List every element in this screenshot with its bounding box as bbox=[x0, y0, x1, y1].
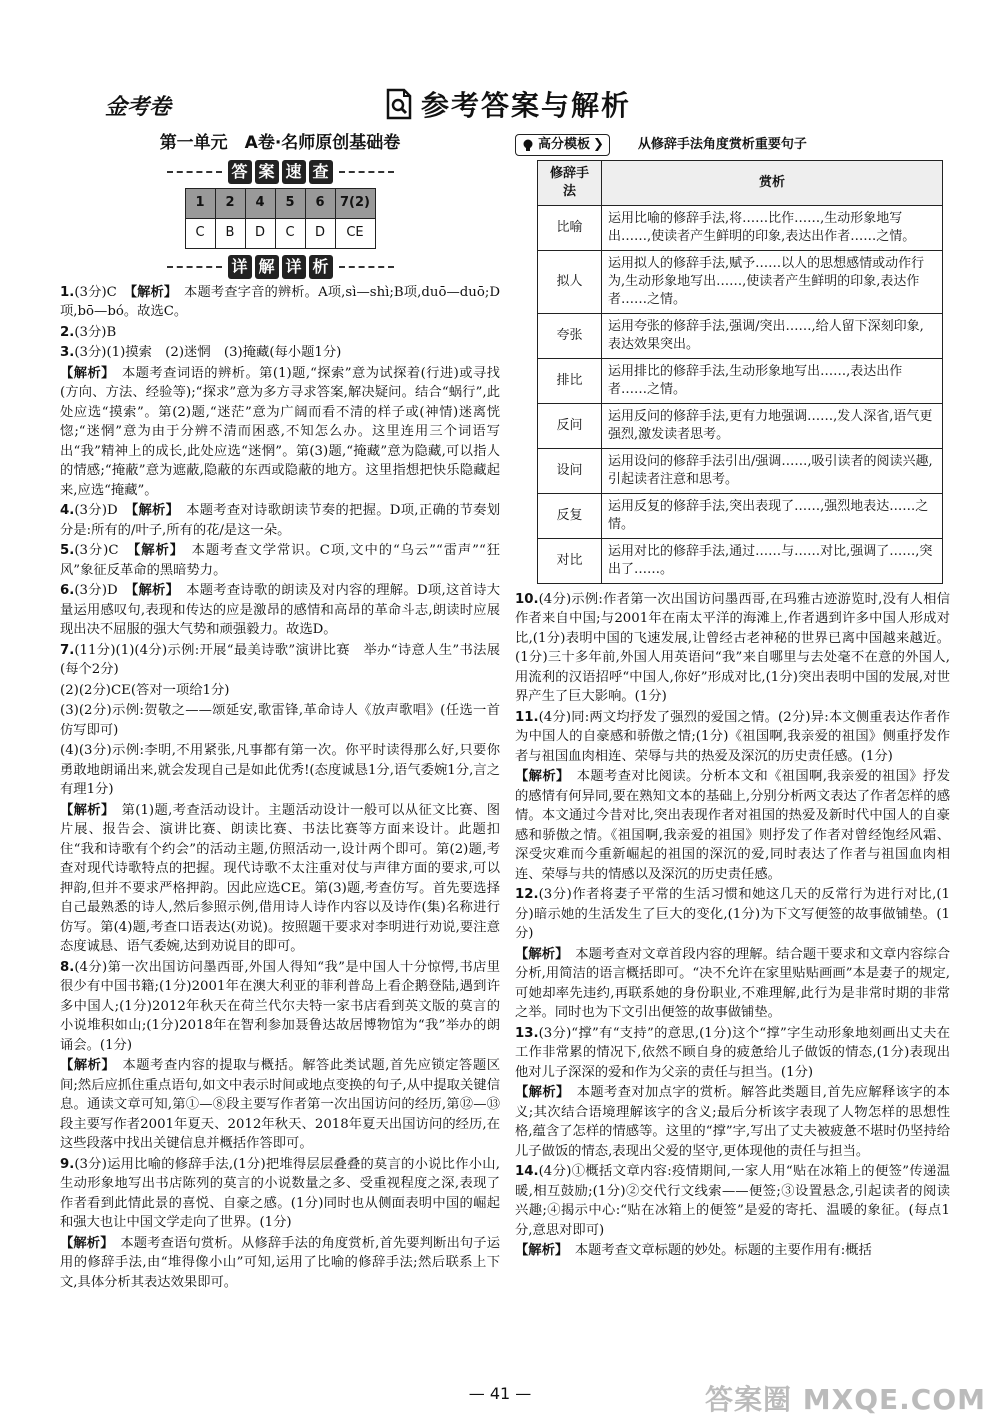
answer-item bbox=[60, 641, 500, 680]
answer-text: (11分)(1)(4分)示例:开展“最美诗歌”演讲比赛 举办“诗意人生”书法展(每个2分) bbox=[60, 642, 500, 677]
question-number: 14. bbox=[515, 1164, 539, 1179]
answer-text: (4分)第一次出国访问墨西哥,外国人得知“我”是中国人十分惊愕,书店里很少有中国书籍;(1分)2001年在澳大利亚的菲利普岛上看企鹅登陆,遇到许多中国人;(1分)2012年秋天在荷兰代尔夫特一家书店看到英文版的莫言的小说堆积如山;(1分)2018年在智利参加聂鲁达故居博物馆为“我”举办的朗诵会。(1分) bbox=[60, 959, 500, 1053]
rhetoric-analysis-cell: 运用对比的修辞手法,通过……与……对比,强调了……,突出了……。 bbox=[602, 538, 943, 583]
left-column bbox=[60, 132, 500, 1293]
page-title-group bbox=[385, 84, 631, 124]
answer-text: (3分)“撑”有“支持”的意思,(1分)这个“撑”字生动形象地刻画出丈夫在工作非常累的情况下,依然不顾自身的疲惫给儿子做饭的情态,(1分)表现出他对儿子深深的爱和作为父亲的责任与担当。(1分) bbox=[515, 1025, 950, 1080]
answer-text: 【解析】 本题考查对加点字的赏析。解答此类题目,首先应解释该字的本义;其次结合语境理解该字的含义;最后分析该字表现了人物怎样的思想性格,蕴含了怎样的情感等。这里的“撑”字,写出了丈夫被疲惫不堪时仍坚持给儿子做饭的情态,表现出父爱的坚守,更体现他的责任与担当。 bbox=[515, 1085, 950, 1159]
question-number-cell: 7(2) bbox=[335, 188, 375, 218]
answer-item bbox=[60, 1234, 500, 1293]
right-column bbox=[515, 132, 950, 1262]
rhetoric-table bbox=[537, 160, 943, 584]
unit-title: 第一单元 A卷·名师原创基础卷 bbox=[159, 133, 401, 153]
answer-text: (2)(2分)CE(答对一项给1分) bbox=[60, 682, 230, 698]
banner-char: 详 bbox=[228, 255, 252, 279]
answer-item bbox=[515, 945, 950, 1023]
answer-item bbox=[515, 1024, 950, 1083]
rhetoric-name-cell: 拟人 bbox=[538, 250, 602, 313]
right-answer-list bbox=[515, 590, 950, 1261]
watermark-logo: 答案圈 MXQE.COM bbox=[705, 1383, 986, 1416]
question-number: 6. bbox=[60, 583, 75, 598]
table-row bbox=[538, 448, 943, 493]
answer-item bbox=[515, 885, 950, 944]
answer-text: (3分)运用比喻的修辞手法,(1分)把堆得层层叠叠的莫言的小说比作小山,生动形象地写出书店陈列的莫言的小说数量之多、受重视程度之深,表现了作者看到此情此景的喜悦、自豪之感。(1分)同时也从侧面表明中国的崛起和强大也让中国文学走向了世界。(1分) bbox=[60, 1156, 500, 1230]
page-header bbox=[0, 70, 1000, 140]
answer-item bbox=[60, 681, 500, 701]
answer-item bbox=[60, 1155, 500, 1233]
answer-text: (3分)C 【解析】 本题考查字音的辨析。A项,sì—shì;B项,duō—duō;D项,bō—bó。故选C。 bbox=[60, 284, 501, 319]
chevron-right-icon: ❯ bbox=[593, 137, 604, 152]
rhetoric-name-cell: 夸张 bbox=[538, 313, 602, 358]
question-number: 12. bbox=[515, 887, 539, 902]
answer-item bbox=[60, 1056, 500, 1154]
answer-item bbox=[60, 541, 500, 580]
banner-char: 析 bbox=[309, 255, 333, 279]
template-label: 高分模板 bbox=[538, 137, 591, 152]
template-badge bbox=[515, 134, 610, 156]
answer-text: 【解析】 本题考查内容的提取与概括。解答此类试题,首先应锁定答题区间;然后应抓住重点语句,如文中表示时间或地点变换的句子,从中提取关键信息。通读文章可知,第①—⑧段主要写作者第一次出国访问的经历,第⑫—⑬段主要写作者2001年夏天、2012年秋天、2018年夏天出国访问的经历,在这些段落中找出关键信息并概括作答即可。 bbox=[60, 1058, 500, 1151]
question-number: 5. bbox=[60, 543, 75, 558]
question-number-cell: 1 bbox=[185, 188, 215, 218]
rhetoric-analysis-cell: 运用比喻的修辞手法,将……比作……,生动形象地写出……,使读者产生鲜明的印象,表达出作者……之情。 bbox=[602, 205, 943, 250]
answer-item bbox=[60, 323, 500, 343]
answer-text: (3)(2分)示例:贺敬之——颂延安,歌雷锋,革命诗人《放声歌唱》(任选一首仿写即可) bbox=[60, 703, 500, 738]
answer-item bbox=[60, 501, 500, 540]
table-header-cell: 赏析 bbox=[602, 160, 943, 205]
answer-cell: D bbox=[245, 218, 275, 248]
answer-text: (4分)同:两文均抒发了强烈的爱国之情。(2分)异:本文侧重表达作者作为中国人的自豪感和骄傲之情;(1分)《祖国啊,我亲爱的祖国》侧重抒发作者与祖国血肉相连、荣辱与共的热爱及深沉的历史责任感。(1分) bbox=[515, 709, 950, 764]
answer-text: 【解析】 第(1)题,考查活动设计。主题活动设计一般可以从征文比赛、图片展、报告会、演讲比赛、朗读比赛、书法比赛等方面来设计。此题扣住“我和诗歌有个约会”的活动主题,仿照活动一,设计两个即可。第(2)题,考查对现代诗歌特点的把握。现代诗歌不太注重对仗与声律方面的要求,可以押韵,但并不要求严格押韵。因此应选CE。第(3)题,考查仿写。首先要选择自己最熟悉的诗人,然后参照示例,借用诗人诗作内容以及诗作(集)名称进行仿写。第(4)题,考查口语表达(劝说)。按照题干要求对李明进行劝说,要注意态度诚恳、语气委婉,达到劝说目的即可。 bbox=[60, 802, 500, 954]
answer-item bbox=[515, 590, 950, 707]
answer-item bbox=[515, 1083, 950, 1161]
answer-text: (3分)(1)摸索 (2)迷惘 (3)掩藏(每小题1分) bbox=[74, 345, 342, 360]
answer-text: (3分)D 【解析】 本题考查对诗歌朗读节奏的把握。D项,正确的节奏划分是:所有的/叶子,所有的花/是这一朵。 bbox=[60, 503, 501, 538]
answer-text: 【解析】 本题考查文章标题的妙处。标题的主要作用有:概括 bbox=[515, 1243, 872, 1258]
question-number-cell: 2 bbox=[215, 188, 245, 218]
answer-item bbox=[60, 741, 500, 800]
lightbulb-icon bbox=[521, 138, 535, 152]
table-row bbox=[538, 493, 943, 538]
rhetoric-analysis-cell: 运用设问的修辞手法引出/强调……,吸引读者的阅读兴趣,引起读者注意和思考。 bbox=[602, 448, 943, 493]
table-row bbox=[538, 358, 943, 403]
answer-text: 【解析】 本题考查对比阅读。分析本文和《祖国啊,我亲爱的祖国》抒发的感情有何异同,要在熟知文本的基础上,分别分析两文表达了作者怎样的感情。本文通过今昔对比,突出表现作者对祖国的热爱及新时代中国人的自豪感和骄傲之情。《祖国啊,我亲爱的祖国》则抒发了作者对曾经饱经风霜、深受灾难而今重新崛起的祖国的深沉的爱,同时表达了作者与祖国血肉相连、荣辱与共的情感以及深沉的历史责任感。 bbox=[515, 769, 950, 882]
question-number: 3. bbox=[60, 345, 75, 360]
answer-text: 【解析】 本题考查语句赏析。从修辞手法的角度赏析,首先要判断出句子运用的修辞手法,由“堆得像小山”可知,运用了比喻的修辞手法;然后联系上下文,具体分析其表达效果即可。 bbox=[60, 1235, 500, 1290]
question-number: 13. bbox=[515, 1025, 539, 1041]
answer-item bbox=[515, 767, 950, 884]
answer-item bbox=[60, 581, 500, 640]
answer-item bbox=[60, 364, 500, 501]
rhetoric-analysis-cell: 运用拟人的修辞手法,赋予……以人的思想感情或动作行为,生动形象地写出……,使读者产生鲜明的印象,表达作者……之情。 bbox=[602, 250, 943, 313]
question-number: 1. bbox=[60, 284, 75, 300]
answer-item bbox=[515, 1162, 950, 1240]
question-number: 2. bbox=[60, 324, 75, 340]
rhetoric-name-cell: 反复 bbox=[538, 493, 602, 538]
banner-char: 速 bbox=[282, 160, 306, 184]
question-number-cell: 5 bbox=[275, 188, 305, 218]
answer-cell: D bbox=[305, 218, 335, 248]
answer-cell: C bbox=[275, 218, 305, 248]
rhetoric-name-cell: 反问 bbox=[538, 403, 602, 448]
answer-text: (3分)D 【解析】 本题考查诗歌的朗读及对内容的理解。D项,这首诗大量运用感叹句,表现和传达的应是激昂的感情和高昂的革命斗志,朗读时应展现出决不屈服的强大气势和顽强毅力。故选D。 bbox=[60, 583, 501, 637]
answer-text: (4)(3分)示例:李明,不用紧张,凡事都有第一次。你平时读得那么好,只要你勇敢地朗诵出来,就会发现自己是如此优秀!(态度诚恳1分,语气委婉1分,言之有理1分) bbox=[60, 743, 500, 797]
page-title: 参考答案与解析 bbox=[421, 89, 632, 122]
answer-cell: C bbox=[185, 218, 215, 248]
template-header bbox=[515, 134, 950, 156]
answer-item bbox=[60, 701, 500, 740]
rhetoric-analysis-cell: 运用夸张的修辞手法,强调/突出……,给人留下深刻印象,表达效果突出。 bbox=[602, 313, 943, 358]
question-number: 8. bbox=[60, 959, 75, 975]
question-number: 11. bbox=[515, 709, 539, 725]
answer-text: (4分)示例:作者第一次出国访问墨西哥,在玛雅古迹游览时,没有人相信作者来自中国;与2001年在南太平洋的海滩上,作者遇到许多中国人形成对比,(1分)表明中国的飞速发展,让曾经古老神秘的世界已离中国越来越近。(1分)三十多年前,外国人用英语问“我”来自哪里与去处毫不在意的外国人,用流利的汉语招呼“中国人,你好”形成对比,(1分)突出表明中国的发展,对世界产生了巨大影响。(1分) bbox=[515, 591, 950, 704]
answer-text: (4分)①概括文章内容:疫情期间,一家人用“贴在冰箱上的便签”传递温暖,相互鼓励;(1分)②交代行文线索——便签;③设置悬念,引起读者的阅读兴趣;④揭示中心:“贴在冰箱上的便签”是爱的寄托、温暖的象征。(每点1分,意思对即可) bbox=[515, 1164, 950, 1238]
rhetoric-name-cell: 排比 bbox=[538, 358, 602, 403]
answer-item bbox=[515, 1241, 950, 1261]
question-number-cell: 6 bbox=[305, 188, 335, 218]
banner-char: 案 bbox=[255, 160, 279, 184]
rhetoric-name-cell: 比喻 bbox=[538, 205, 602, 250]
banner-char: 查 bbox=[309, 160, 333, 184]
banner-char: 解 bbox=[255, 255, 279, 279]
table-row bbox=[538, 403, 943, 448]
template-title: 从修辞手法角度赏析重要句子 bbox=[637, 137, 807, 152]
question-number-cell: 4 bbox=[245, 188, 275, 218]
question-number: 9. bbox=[60, 1156, 75, 1172]
answer-item bbox=[60, 283, 500, 322]
table-row bbox=[538, 250, 943, 313]
page-number: — 41 — bbox=[468, 1384, 532, 1403]
answer-text: (3分)B bbox=[74, 324, 117, 340]
answer-text: 【解析】 本题考查对文章首段内容的理解。结合题干要求和文章内容综合分析,用简洁的语言概括即可。“决不允许在家里贴贴画画”本是妻子的规定,可她却率先违约,再联系她的身份职业,不难理解,此行为是非常时期的非常之举。同时也为下文引出便签的故事做铺垫。 bbox=[515, 946, 951, 1020]
question-number: 7. bbox=[60, 642, 75, 658]
answer-cell: B bbox=[215, 218, 245, 248]
table-header-cell: 修辞手法 bbox=[538, 160, 602, 205]
question-number: 10. bbox=[515, 591, 539, 607]
rhetoric-analysis-cell: 运用排比的修辞手法,生动形象地写出……,表达出作者……之情。 bbox=[602, 358, 943, 403]
answer-text: 【解析】 本题考查词语的辨析。第(1)题,“探索”意为试探着(行进)或寻找(方向、方法、经验等);“探求”意为多方寻求答案,解决疑问。结合“蜗行”,此处应选“摸索”。第(2)题,“迷茫”意为广阔而看不清的样子或(神情)迷离恍惚;“迷惘”意为由于分辨不清而困惑,不知怎么办。这里连用三个词语写出“我”精神上的成长,此处应选“迷惘”。第(3)题,“掩藏”意为隐藏,可以指人的情感;“掩蔽”意为遮蔽,隐蔽的东西或隐蔽的地方。这里指想把快乐隐藏起来,应选“掩藏”。 bbox=[60, 365, 500, 498]
answer-quick-check-banner bbox=[60, 160, 500, 184]
table-row bbox=[538, 313, 943, 358]
left-answer-list bbox=[60, 283, 500, 1293]
answer-cell: CE bbox=[335, 218, 375, 248]
banner-char: 答 bbox=[228, 160, 252, 184]
rhetoric-analysis-cell: 运用反问的修辞手法,更有力地强调……,发人深省,语气更强烈,激发读者思考。 bbox=[602, 403, 943, 448]
table-row bbox=[538, 205, 943, 250]
brand-logo: 金考卷 bbox=[105, 94, 172, 120]
answer-doc-icon bbox=[385, 88, 413, 120]
answer-item bbox=[60, 801, 500, 957]
answer-text: (3分)作者将妻子平常的生活习惯和她这几天的反常行为进行对比,(1分)暗示她的生活发生了巨大的变化,(1分)为下文写便签的故事做铺垫。(1分) bbox=[515, 887, 950, 941]
answer-item bbox=[515, 708, 950, 767]
rhetoric-analysis-cell: 运用反复的修辞手法,突出表现了……,强烈地表达……之情。 bbox=[602, 493, 943, 538]
answer-table bbox=[185, 188, 376, 249]
answer-item bbox=[60, 343, 500, 363]
question-number: 4. bbox=[60, 503, 75, 518]
rhetoric-name-cell: 对比 bbox=[538, 538, 602, 583]
answer-item bbox=[60, 958, 500, 1056]
detailed-explanation-banner bbox=[60, 255, 500, 279]
answer-text: (3分)C 【解析】 本题考查文学常识。C项,文中的“乌云”“雷声”“狂风”象征反革命的黑暗势力。 bbox=[60, 543, 501, 578]
table-row bbox=[538, 538, 943, 583]
banner-char: 详 bbox=[282, 255, 306, 279]
rhetoric-name-cell: 设问 bbox=[538, 448, 602, 493]
